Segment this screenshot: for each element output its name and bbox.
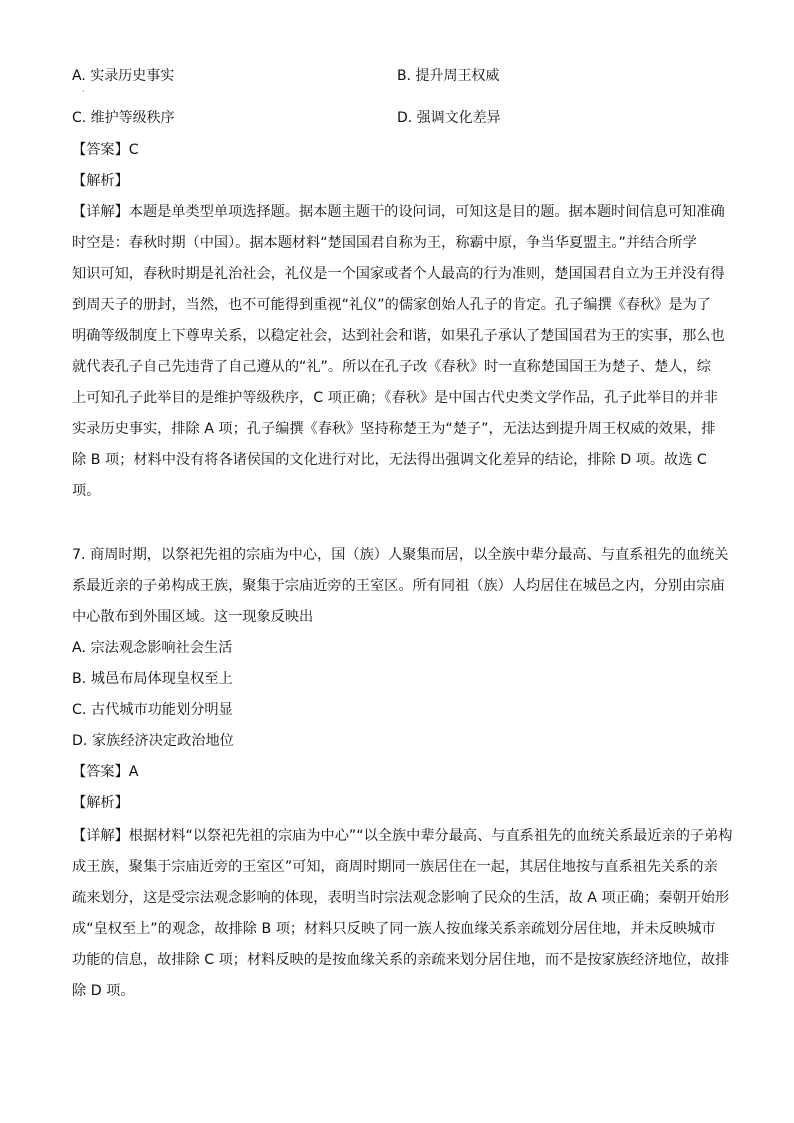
- q6-option-b: B. 提升周王权威: [397, 68, 500, 84]
- q7-stem-line: 中心散布到外围区域。这一现象反映出: [72, 609, 314, 625]
- q7-detail-line: 功能的信息，故排除 C 项；材料反映的是按血缘关系的亲疏来划分居住地，而不是按家族经济地位，故排: [72, 952, 730, 968]
- q7-detail-line: 【详解】根据材料“以祭祀先祖的宗庙为中心”“以全族中辈分最高、与直系祖先的血统关系最近亲的子弟构: [72, 828, 733, 844]
- q6-detail-line: 明确等级制度上下尊卑关系，以稳定社会，达到社会和谐，如果孔子承认了楚国国君为王的实事，那么也: [72, 328, 725, 344]
- q6-answer: 【答案】C: [72, 142, 139, 158]
- q6-detail-line: 项。: [72, 483, 101, 499]
- q7-option-d: D. 家族经济决定政治地位: [72, 733, 234, 749]
- q6-detail-line: 【详解】本题是单类型单项选择题。据本题主题干的设问词，可知这是目的题。据本题时间信息可知准确: [72, 204, 725, 220]
- q6-option-c: C. 维护等级秩序: [72, 110, 175, 126]
- q7-detail-line: 除 D 项。: [72, 983, 135, 999]
- q6-detail-line: 就代表孔子自己先违背了自己遵从的“礼”。所以在孔子改《春秋》时一直称楚国国王为楚子、楚人，综: [72, 359, 711, 375]
- q7-option-a: A. 宗法观念影响社会生活: [72, 640, 233, 656]
- q7-stem-line: 系最近亲的子弟构成王族，聚集于宗庙近旁的王室区。所有同祖（族）人均居住在城邑之内，分别由宗庙: [72, 578, 725, 594]
- q7-answer: 【答案】A: [72, 764, 139, 780]
- q6-detail-line: 知识可知，春秋时期是礼治社会，礼仪是一个国家或者个人最高的行为准则，楚国国君自立为王并没有得: [72, 266, 725, 282]
- q6-detail-line: 时空是：春秋时期（中国）。据本题材料“楚国国君自称为王，称霸中原，争当华夏盟主。”并结合所学: [72, 235, 697, 251]
- q6-option-a: A. 实录历史事实: [72, 68, 175, 84]
- q7-stem-line: 7. 商周时期，以祭祀先祖的宗庙为中心，国（族）人聚集而居，以全族中辈分最高、与直系祖先的血统关: [72, 547, 729, 563]
- q7-option-b: B. 城邑布局体现皇权至上: [72, 671, 233, 687]
- q7-detail-line: 成“皇权至上”的观念，故排除 B 项；材料只反映了同一族人按血缘关系亲疏划分居住地，并未反映城市: [72, 921, 716, 937]
- q7-detail-line: 疏来划分，这是受宗法观念影响的体现，表明当时宗法观念影响了民众的生活，故 A 项正确；秦朝开始形: [72, 890, 730, 906]
- q7-analysis-label: 【解析】: [72, 795, 129, 811]
- q6-detail-line: 除 B 项；材料中没有将各诸侯国的文化进行对比，无法得出强调文化差异的结论，排除 D 项。故选 C: [72, 452, 707, 468]
- q7-option-c: C. 古代城市功能划分明显: [72, 702, 233, 718]
- q6-detail-line: 上可知孔子此举目的是维护等级秩序，C 项正确；《春秋》是中国古代史类文学作品，孔子此举目的并非: [72, 390, 718, 406]
- stray-dot-mark: ·: [82, 87, 85, 96]
- q6-detail-line: 实录历史事实，排除 A 项；孔子编撰《春秋》坚持称楚王为“楚子”，无法达到提升周王权威的效果，排: [72, 421, 716, 437]
- q6-option-d: D. 强调文化差异: [397, 110, 501, 126]
- q7-detail-line: 成王族，聚集于宗庙近旁的王室区”可知，商周时期同一族居住在一起，其居住地按与直系祖先关系的亲: [72, 859, 718, 875]
- q6-detail-line: 到周天子的册封，当然，也不可能得到重视“礼仪”的儒家创始人孔子的肯定。孔子编撰《春秋》是为了: [72, 297, 711, 313]
- q6-analysis-label: 【解析】: [72, 173, 129, 189]
